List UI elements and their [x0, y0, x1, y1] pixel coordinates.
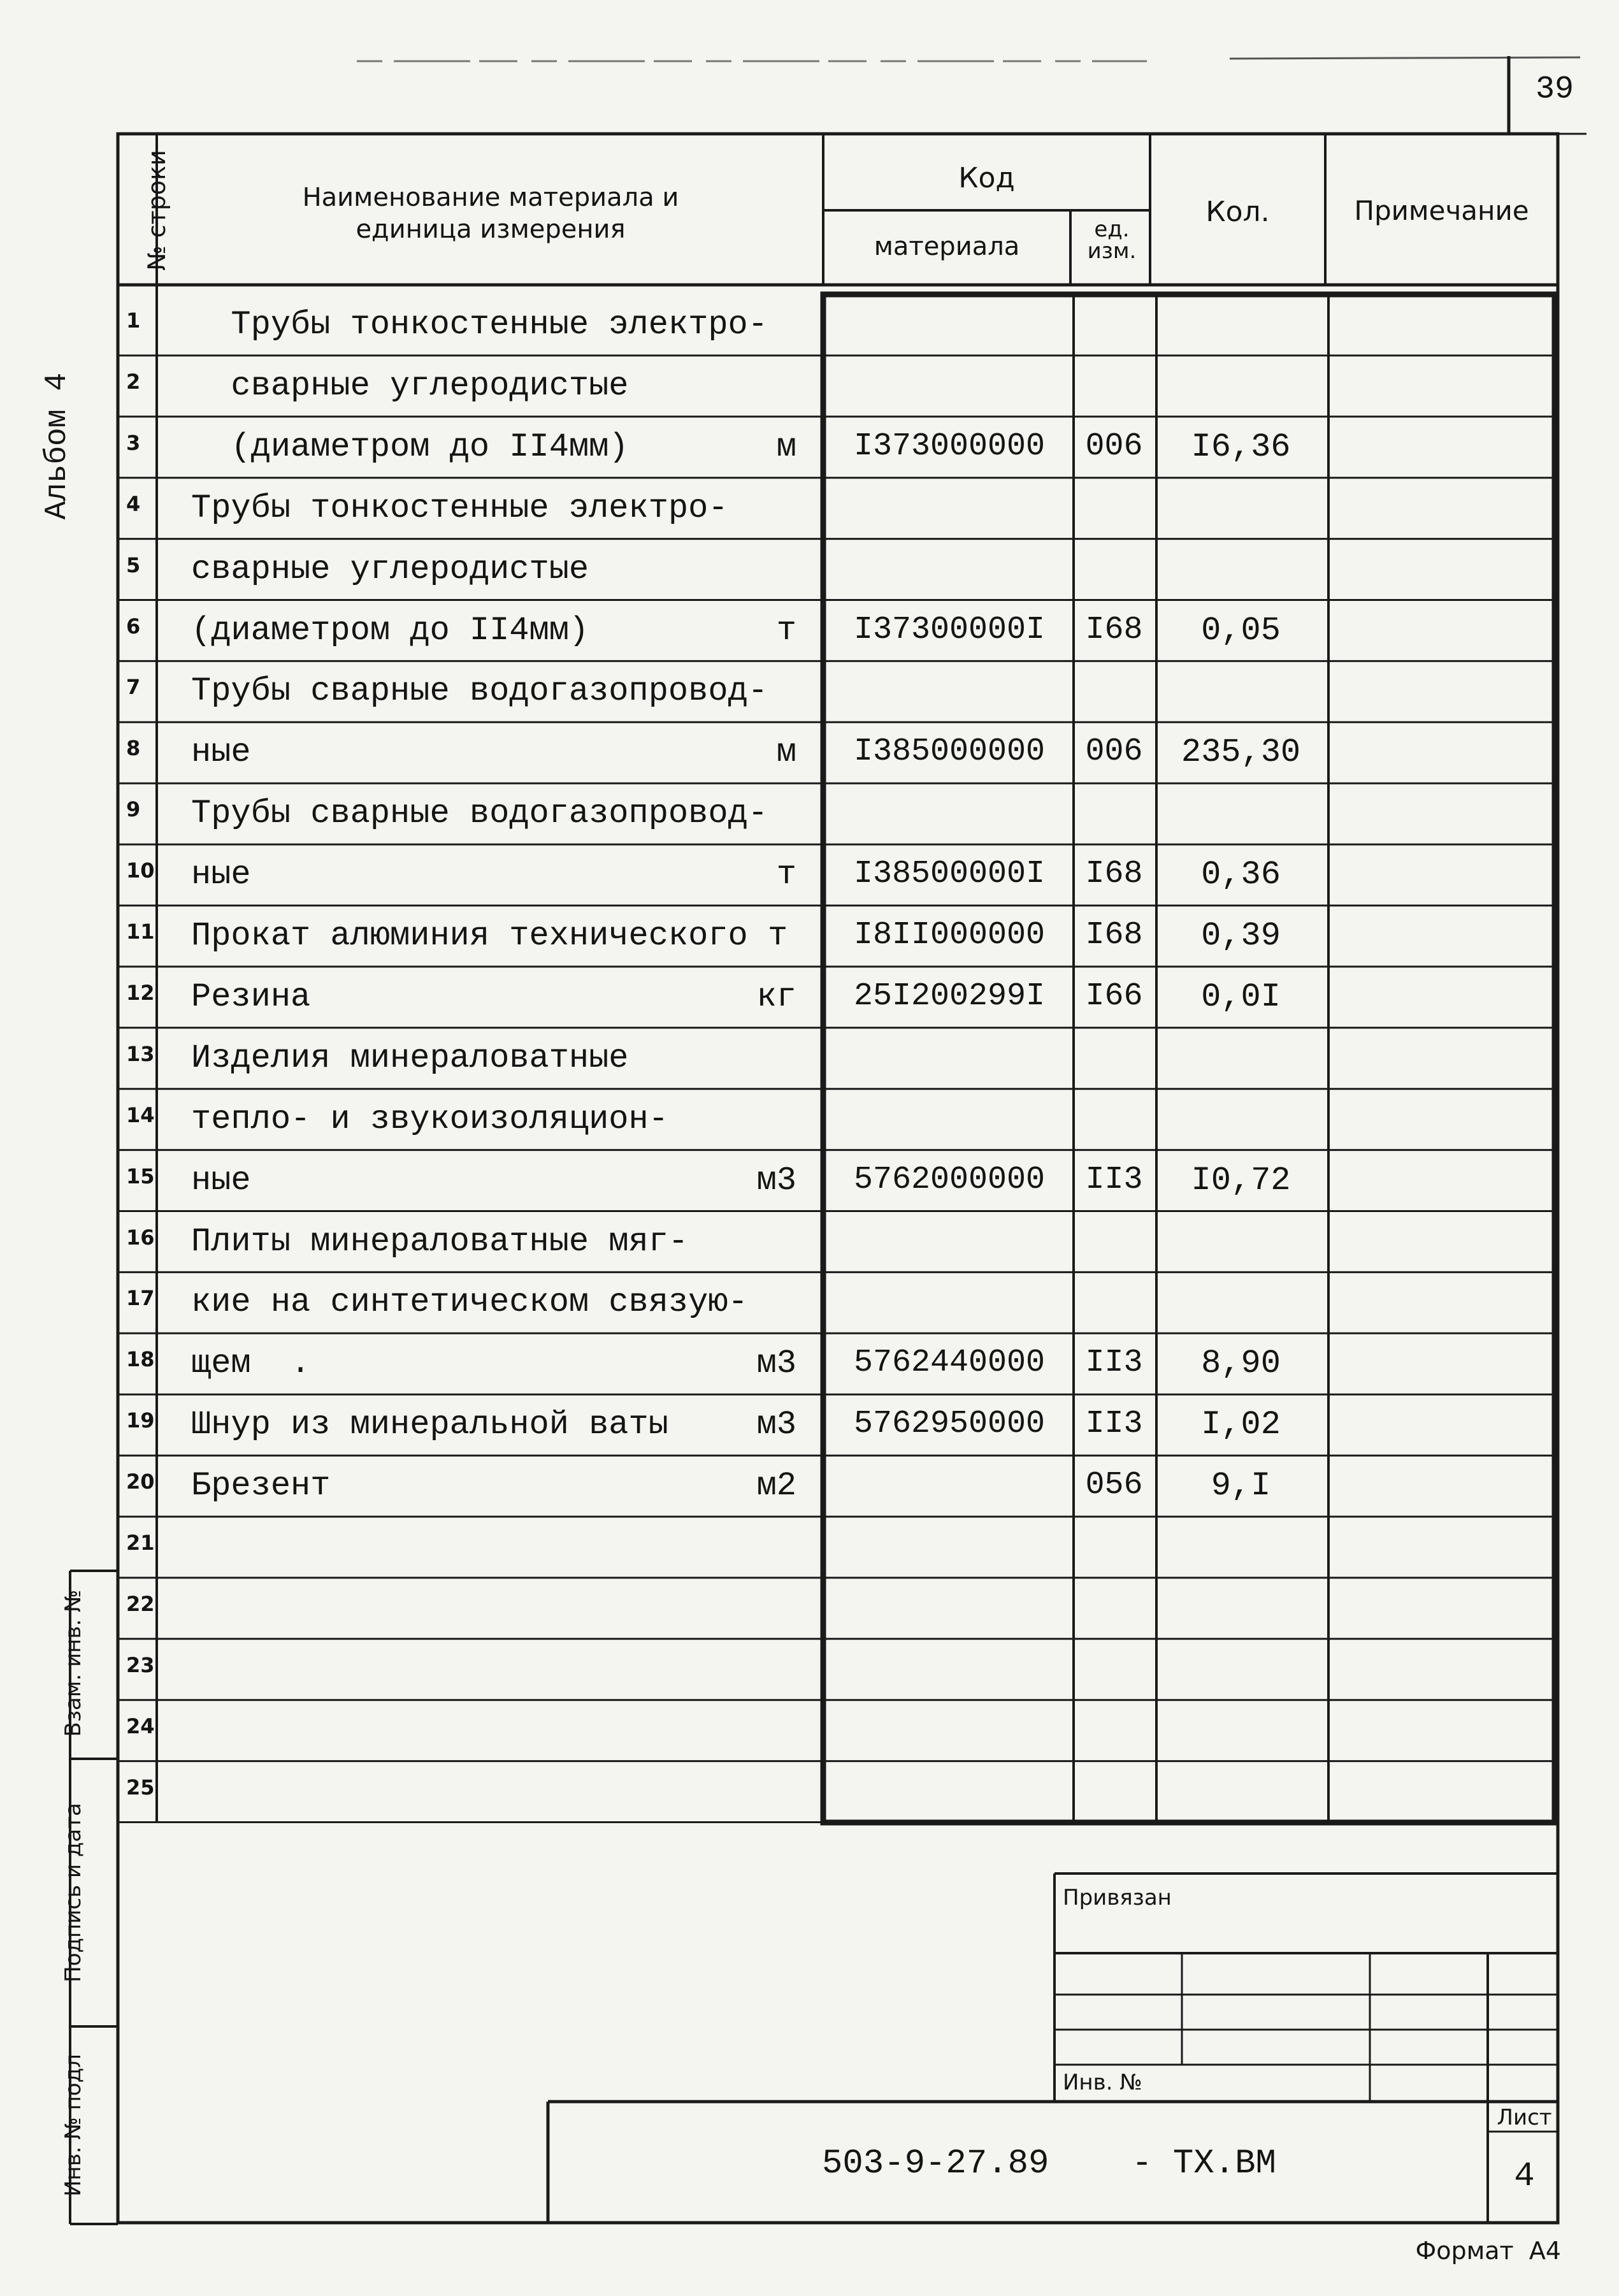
album-label: Альбом 4: [40, 372, 75, 520]
row-number: 25: [126, 1775, 155, 1800]
material-name: Брезент: [191, 1467, 331, 1505]
unit: т: [776, 856, 796, 894]
material-name: Трубы тонкостенные электро-: [191, 306, 768, 343]
material-code: 5762000000: [853, 1161, 1046, 1198]
material-code: I38500000I: [853, 856, 1046, 893]
unit-code: I68: [1085, 856, 1143, 893]
material-code: 5762440000: [853, 1345, 1046, 1382]
material-name: Плиты минераловатные мяг-: [191, 1222, 689, 1260]
row-number: 17: [126, 1286, 155, 1311]
unit: м: [776, 733, 796, 772]
quantity: I0,72: [1191, 1161, 1291, 1199]
row-number: 19: [126, 1408, 155, 1433]
quantity: 9,I: [1211, 1467, 1271, 1505]
unit-code: I68: [1085, 917, 1143, 953]
row-number: 1: [126, 308, 141, 333]
header-code-unit: ед. изм.: [1087, 217, 1137, 264]
material-name: тепло- и звукоизоляцион-: [191, 1100, 668, 1138]
unit: кг: [756, 978, 796, 1016]
unit-code: II3: [1085, 1161, 1143, 1198]
row-number: 12: [126, 980, 155, 1005]
material-code: 25I200299I: [853, 978, 1046, 1014]
row-number: 18: [126, 1347, 155, 1372]
material-name: (диаметром до II4мм): [191, 611, 589, 649]
unit: м3: [756, 1406, 796, 1444]
header-note: Примечание: [1354, 195, 1529, 226]
unit-code: I68: [1085, 611, 1143, 648]
row-number: 6: [126, 614, 141, 639]
unit: т: [776, 611, 796, 649]
row-number: 2: [126, 369, 141, 394]
material-code: I37300000I: [853, 611, 1046, 648]
material-name: ные: [191, 1161, 251, 1199]
row-number: 22: [126, 1591, 155, 1616]
stamp-inv-no: Инв. №: [1063, 2070, 1142, 2095]
material-name: ные: [191, 733, 251, 772]
row-number: 21: [126, 1531, 155, 1555]
header-name: Наименование материала и единица измерения: [302, 183, 679, 244]
header-code-material: материала: [874, 232, 1020, 261]
row-number: 24: [126, 1714, 155, 1738]
stamp-vzam-inv: Взам. инв. №: [61, 1589, 86, 1737]
quantity: 0,05: [1201, 611, 1281, 649]
material-name: Резина: [191, 978, 311, 1016]
row-number: 3: [126, 430, 141, 455]
row-number: 10: [126, 858, 155, 883]
material-name: Трубы тонкостенные электро-: [191, 489, 728, 527]
header-row-number: № строки: [143, 150, 171, 271]
quantity: 0,39: [1201, 917, 1281, 955]
material-name: (диаметром до II4мм): [191, 428, 629, 466]
unit: м2: [756, 1467, 796, 1505]
material-code: I8II000000: [853, 917, 1046, 953]
quantity: 0,36: [1201, 856, 1281, 894]
material-name: кие на синтетическом связую-: [191, 1283, 748, 1322]
row-number: 16: [126, 1225, 155, 1250]
unit-code: II3: [1085, 1345, 1143, 1382]
unit-code: I66: [1085, 978, 1143, 1014]
quantity: 0,0I: [1201, 978, 1281, 1016]
unit-code: 006: [1085, 428, 1143, 465]
material-name: щем .: [191, 1345, 311, 1383]
row-number: 23: [126, 1652, 155, 1677]
stamp-list-number: 4: [1514, 2157, 1535, 2196]
unit: м: [776, 428, 796, 466]
material-name: Шнур из минеральной ваты: [191, 1406, 668, 1444]
row-number: 9: [126, 797, 141, 822]
stamp-inv-podl: Инв. № подл: [61, 2054, 86, 2197]
row-number: 8: [126, 736, 141, 761]
row-number: 5: [126, 552, 141, 577]
row-number: 14: [126, 1102, 155, 1127]
page-number: 39: [1535, 71, 1574, 108]
unit: м3: [756, 1345, 796, 1383]
stamp-list-label: Лист: [1497, 2105, 1552, 2130]
row-number: 20: [126, 1469, 155, 1494]
header-qty: Кол.: [1205, 196, 1270, 228]
unit-code: 056: [1085, 1467, 1143, 1504]
unit-code: 006: [1085, 733, 1143, 770]
quantity: I,02: [1201, 1406, 1281, 1444]
quantity: I6,36: [1191, 428, 1291, 466]
row-number: 7: [126, 675, 141, 700]
material-code: 5762950000: [853, 1406, 1046, 1443]
material-name: сварные углеродистые: [191, 366, 629, 405]
unit: м3: [756, 1161, 796, 1199]
material-name: Прокат алюминия технического т: [191, 917, 788, 955]
format-label: Формат А4: [1415, 2237, 1561, 2265]
unit-code: II3: [1085, 1406, 1143, 1443]
header-code: Код: [958, 162, 1015, 194]
row-number: 13: [126, 1041, 155, 1066]
row-number: 11: [126, 920, 155, 944]
row-number: 4: [126, 491, 141, 516]
stamp-podpis-data: Подпись и дата: [61, 1803, 86, 1982]
material-code: I385000000: [853, 733, 1046, 770]
material-name: Трубы сварные водогазопровод-: [191, 795, 768, 833]
quantity: 8,90: [1201, 1345, 1281, 1383]
material-name: сварные углеродистые: [191, 550, 589, 588]
material-name: ные: [191, 856, 251, 894]
material-name: Трубы сварные водогазопровод-: [191, 672, 768, 711]
stamp-privyazan: Привязан: [1063, 1885, 1172, 1910]
quantity: 235,30: [1181, 733, 1301, 772]
row-number: 15: [126, 1164, 155, 1188]
material-code: I373000000: [853, 428, 1046, 465]
document-code: 503-9-27.89 - ТХ.ВМ: [822, 2144, 1276, 2183]
material-name: Изделия минераловатные: [191, 1039, 629, 1077]
